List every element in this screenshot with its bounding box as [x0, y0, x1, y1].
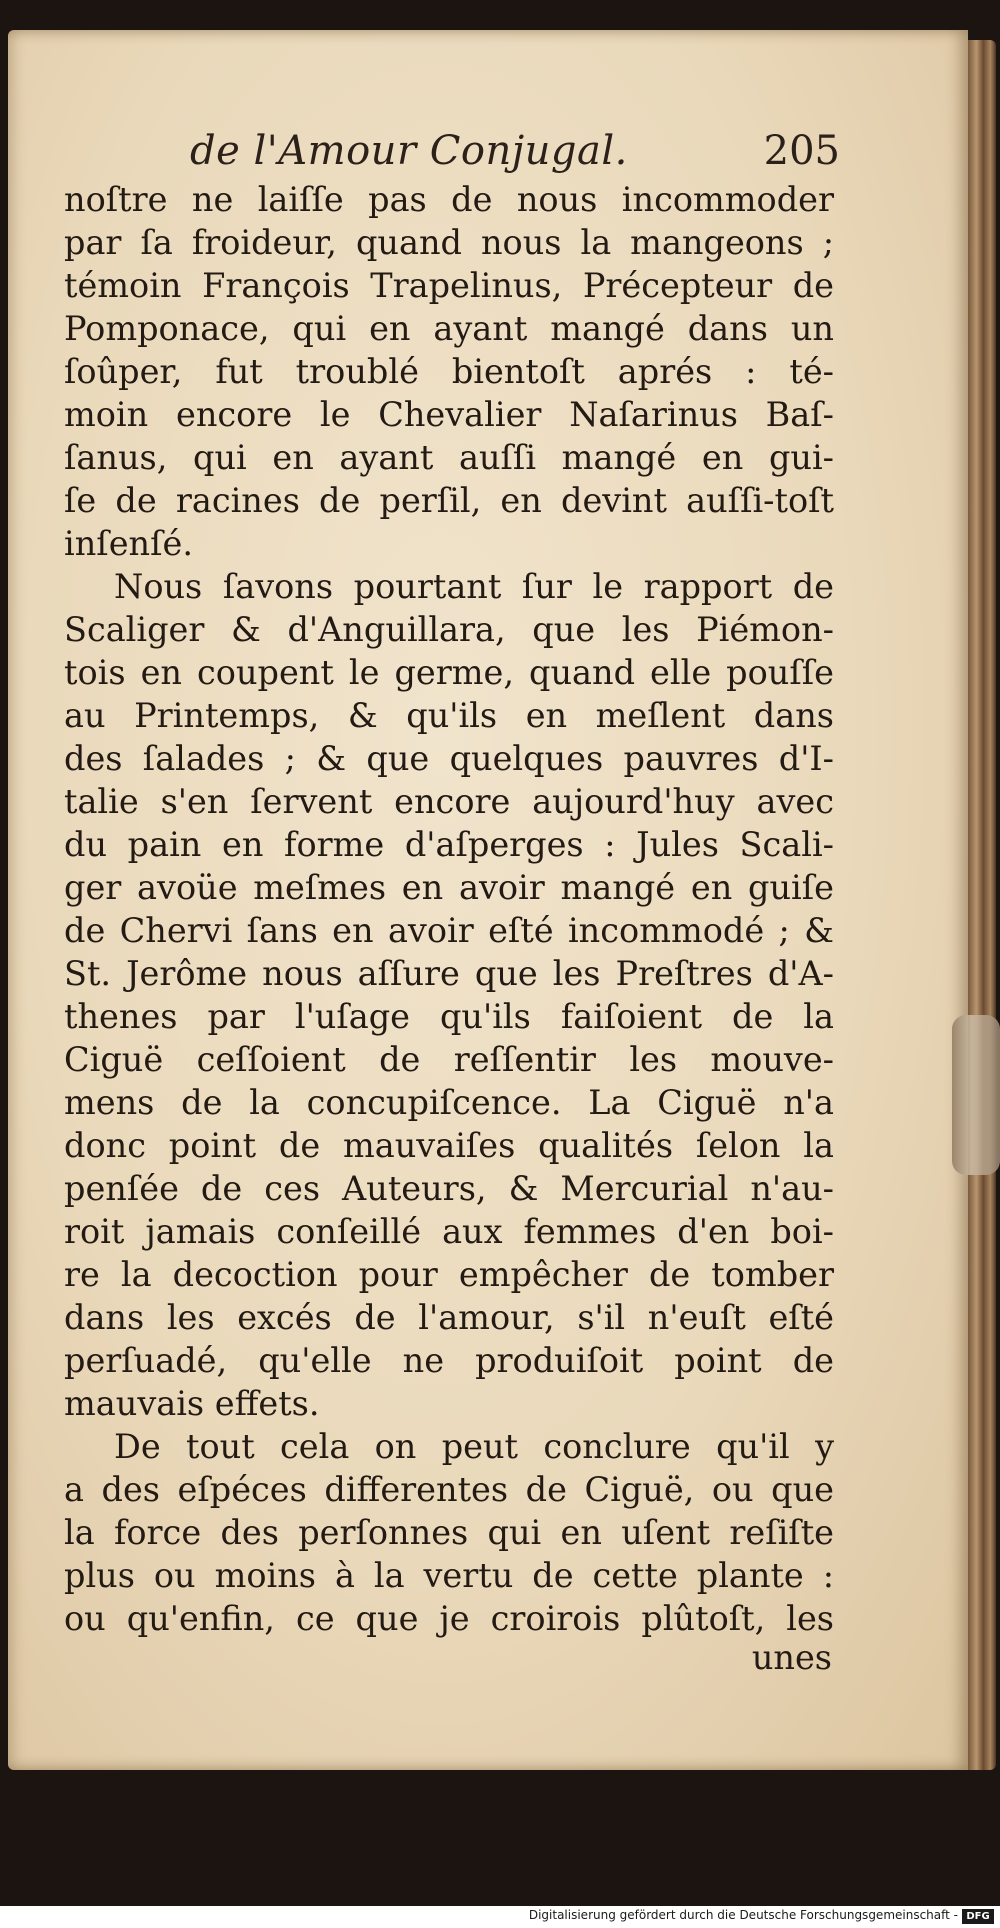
text-line: Nous ſavons pourtant ſur le rapport de	[114, 567, 834, 606]
page-clip	[952, 1015, 1000, 1175]
catchword: unes	[751, 1638, 832, 1677]
text-line: inſenſé.	[64, 524, 193, 563]
body-text	[64, 178, 834, 1640]
text-line: plus ou moins à la vertu de cette plante :	[64, 1556, 834, 1595]
text-line: De tout cela on peut conclure qu'il y	[114, 1427, 834, 1466]
text-line: Scaliger & d'Anguillara, que les Piémon-	[64, 610, 834, 649]
text-line: Ciguë ceſſoient de reſſentir les mouve-	[64, 1040, 834, 1079]
text-line: re la decoction pour empêcher de tomber	[64, 1255, 834, 1294]
text-line: ſanus, qui en ayant auſſi mangé en gui-	[64, 438, 834, 477]
text-line: au Printemps, & qu'ils en meſlent dans	[64, 696, 834, 735]
text-line: a des eſpéces differentes de Ciguë, ou que	[64, 1470, 834, 1509]
running-title: de l'Amour Conjugal.	[190, 128, 628, 174]
text-line: ger avoüe meſmes en avoir mangé en guiſe	[64, 868, 834, 907]
book-fore-edge	[968, 40, 996, 1770]
text-line: par ſa froideur, quand nous la mangeons ;	[64, 223, 834, 262]
text-line: ſe de racines de perſil, en devint auſſi-toſt	[64, 481, 834, 520]
text-line: du pain en forme d'aſperges : Jules Scali-	[64, 825, 834, 864]
text-line: thenes par l'uſage qu'ils faiſoient de la	[64, 997, 834, 1036]
text-line: ou qu'enfin, ce que je croirois plûtoſt, les	[64, 1599, 834, 1638]
text-line: moin encore le Chevalier Naſarinus Baſ-	[64, 395, 834, 434]
footer-bar	[0, 1906, 1000, 1928]
funding-credit: Digitalisierung gefördert durch die Deutsche Forschungsgemeinschaft -	[528, 1908, 958, 1922]
text-line: de Chervi ſans en avoir eſté incommodé ; &	[64, 911, 834, 950]
text-line: Pomponace, qui en ayant mangé dans un	[64, 309, 834, 348]
text-line: perſuadé, qu'elle ne produiſoit point de	[64, 1341, 834, 1380]
dfg-logo: DFG	[962, 1909, 994, 1924]
text-line: roit jamais conſeillé aux femmes d'en boi-	[64, 1212, 834, 1251]
text-line: témoin François Trapelinus, Précepteur de	[64, 266, 834, 305]
text-line: la force des perſonnes qui en uſent reſiſte	[64, 1513, 834, 1552]
text-line: St. Jerôme nous aſſure que les Preſtres d'A-	[64, 954, 834, 993]
text-line: donc point de mauvaiſes qualités ſelon la	[64, 1126, 834, 1165]
page-number: 205	[763, 128, 840, 174]
text-line: mens de la concupiſcence. La Ciguë n'a	[64, 1083, 834, 1122]
text-line: ſoûper, fut troublé bientoſt aprés : té-	[64, 352, 834, 391]
text-line: des ſalades ; & que quelques pauvres d'I-	[64, 739, 834, 778]
text-line: noſtre ne laiſſe pas de nous incommoder	[64, 180, 834, 219]
text-line: penſée de ces Auteurs, & Mercurial n'au-	[64, 1169, 834, 1208]
text-line: dans les excés de l'amour, s'il n'euſt eſté	[64, 1298, 834, 1337]
running-head	[190, 128, 840, 178]
text-line: talie s'en ſervent encore aujourd'huy avec	[64, 782, 834, 821]
text-line: tois en coupent le germe, quand elle pouſſe	[64, 653, 834, 692]
text-line: mauvais effets.	[64, 1384, 320, 1423]
